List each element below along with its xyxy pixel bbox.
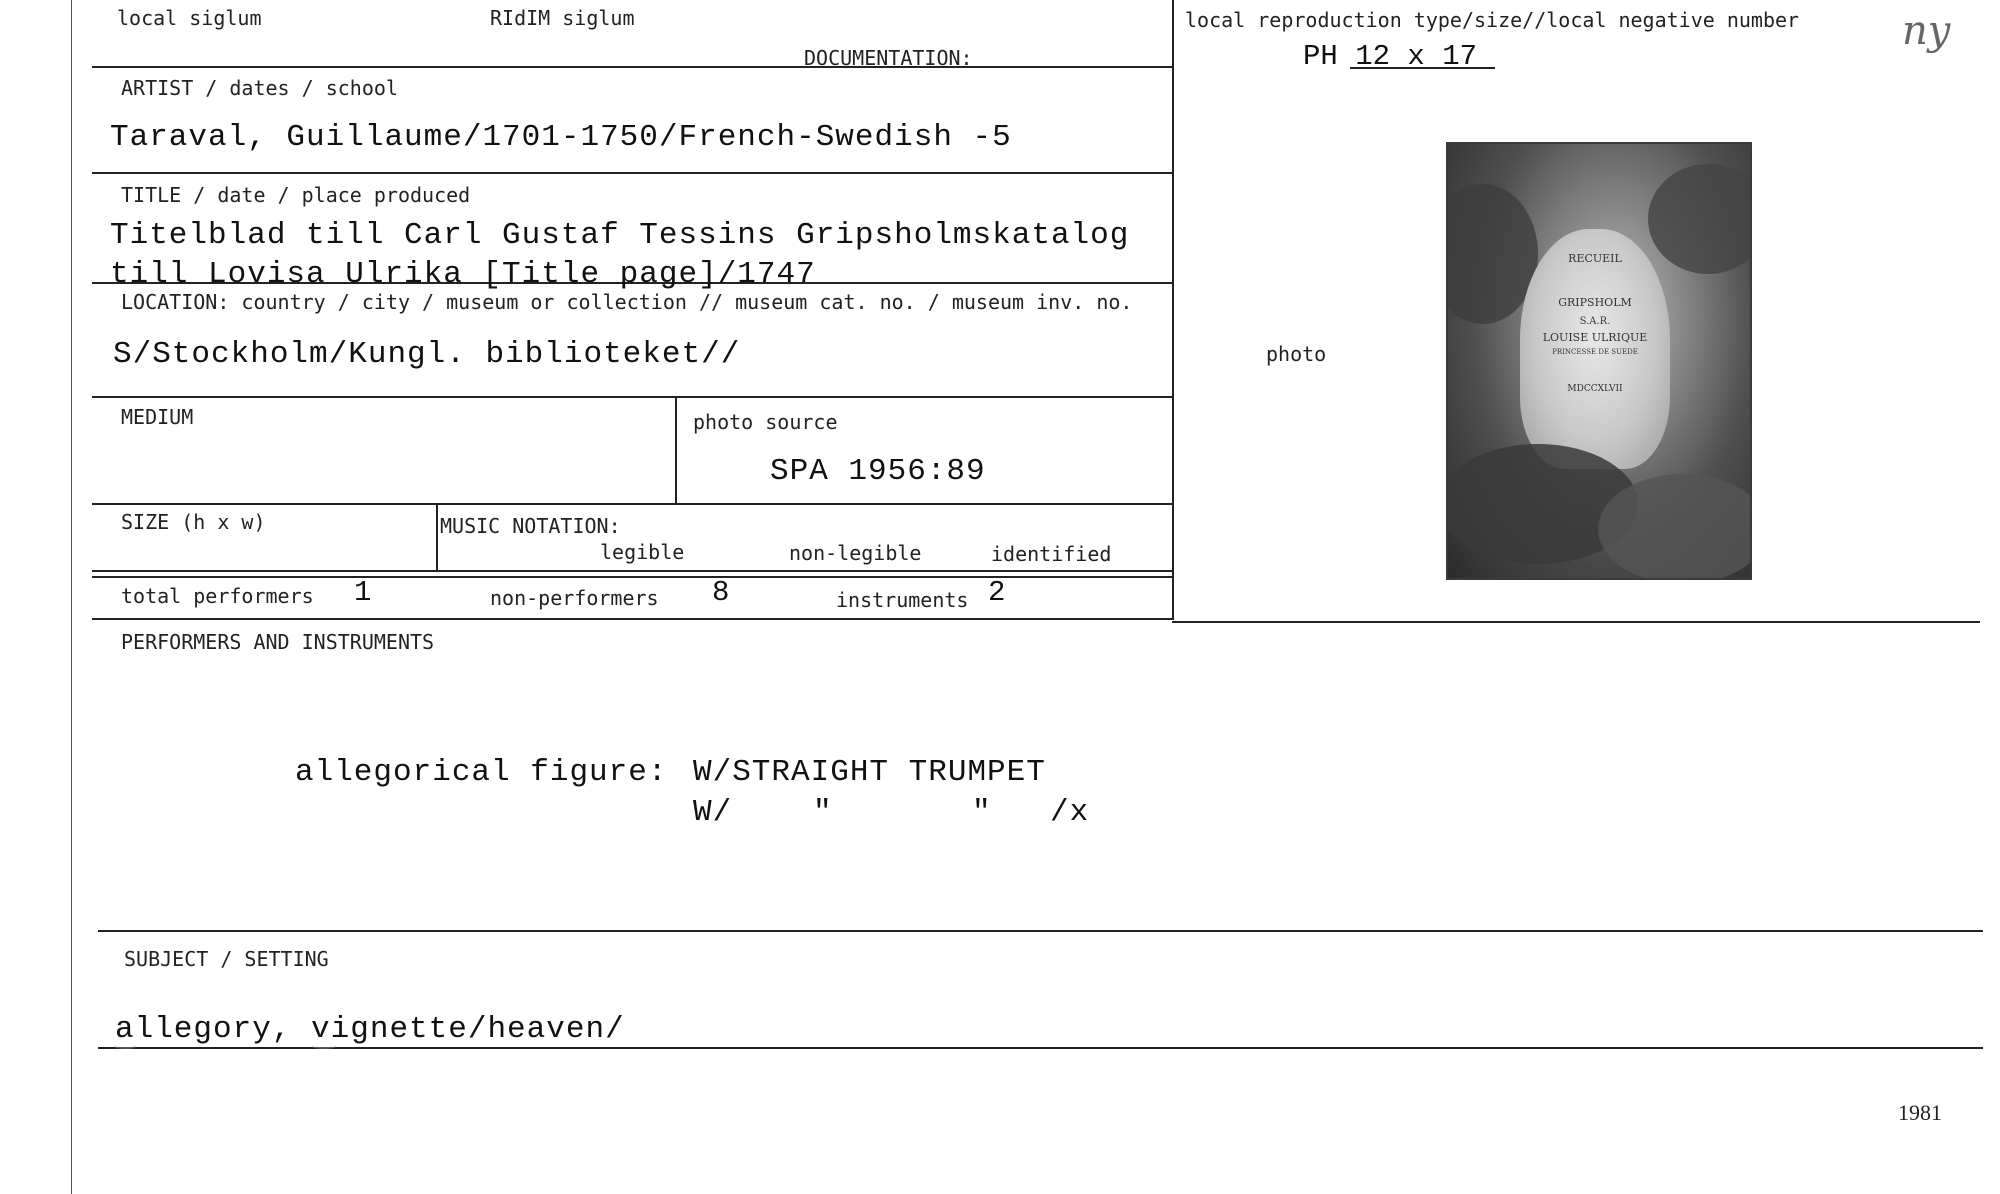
hand-underline (312, 1044, 336, 1049)
left-margin-line (71, 0, 72, 1194)
size-music-divider (436, 503, 438, 570)
title-page-photo (1446, 142, 1752, 580)
location-value: S/Stockholm/Kungl. biblioteket// (113, 337, 741, 372)
rule-subject (98, 1047, 1983, 1049)
ridim-siglum-label: RIdIM siglum (490, 6, 635, 30)
performers-line-2-b: " (813, 795, 833, 830)
non-performers-label: non-performers (490, 586, 659, 610)
title-label: TITLE / date / place produced (121, 183, 471, 207)
instruments-label: instruments (836, 588, 969, 612)
handwritten-note: ny (1902, 8, 1951, 54)
rule-performers (98, 930, 1983, 932)
reproduction-label: local reproduction type/size//local negative number (1185, 8, 1800, 32)
performers-line-2-c: " (972, 795, 992, 830)
reproduction-value: PH 12 x 17 (1303, 40, 1478, 73)
photo-source-value: SPA 1956:89 (770, 454, 986, 489)
performers-line-2-a: W/ (693, 795, 733, 830)
footer-year: 1981 (1898, 1100, 1942, 1125)
photo-label: photo (1266, 342, 1327, 366)
instruments-value: 2 (988, 576, 1006, 609)
music-non-legible-label: non-legible (789, 541, 922, 565)
medium-label: MEDIUM (121, 405, 194, 429)
rule-location (92, 396, 1172, 398)
performers-line-1-prefix: allegorical figure: (295, 755, 668, 790)
performers-line-1-value: W/STRAIGHT TRUMPET (693, 755, 1046, 790)
rule-medium (92, 503, 1172, 505)
rule-size (92, 570, 1172, 572)
photo-text: RECUEIL (1568, 252, 1622, 265)
non-performers-value: 8 (712, 576, 730, 609)
subject-label: SUBJECT / SETTING (124, 947, 329, 971)
size-label: SIZE (h x w) (121, 510, 266, 534)
local-siglum-label: local siglum (117, 6, 262, 30)
performers-line-2-d: /x (1050, 795, 1090, 830)
photo-source-label: photo source (693, 410, 838, 434)
photo-text: LOUISE ULRIQUE (1542, 331, 1648, 344)
music-identified-label: identified (991, 542, 1112, 566)
rule-right-bottom (1172, 621, 1980, 623)
documentation-label: DOCUMENTATION: (804, 46, 973, 70)
title-line-2: till Lovisa Ulrika [Title page]/1747 (110, 257, 816, 292)
center-divider (1172, 0, 1174, 620)
artist-label: ARTIST / dates / school (121, 76, 398, 100)
total-performers-label: total performers (121, 584, 314, 608)
photo-cloud (1598, 474, 1752, 580)
music-notation-label: MUSIC NOTATION: (440, 514, 621, 538)
photo-text: PRINCESSE DE SUEDE (1552, 348, 1638, 356)
rule-counts (92, 576, 1172, 578)
title-line-1: Titelblad till Carl Gustaf Tessins Gripsholmskatalog (110, 218, 1130, 253)
music-legible-label: legible (600, 540, 685, 564)
photo-text: S.A.R. (1579, 316, 1611, 327)
photo-text: GRIPSHOLM (1558, 296, 1632, 309)
artist-value: Taraval, Guillaume/1701-1750/French-Swedish -5 (110, 120, 1012, 155)
rule-counts-bottom (92, 618, 1172, 620)
hand-underline (114, 1044, 136, 1049)
rule-artist (92, 172, 1172, 174)
photo-text: MDCCXLVII (1567, 384, 1623, 394)
subject-value: allegory, vignette/heaven/ (115, 1012, 625, 1047)
total-performers-value: 1 (354, 576, 372, 609)
location-label: LOCATION: country / city / museum or collection // museum cat. no. / museum inv. no. (121, 290, 1133, 314)
medium-photo-source-divider (675, 396, 677, 503)
performers-label: PERFORMERS AND INSTRUMENTS (121, 630, 435, 654)
rule-header (92, 66, 1172, 68)
